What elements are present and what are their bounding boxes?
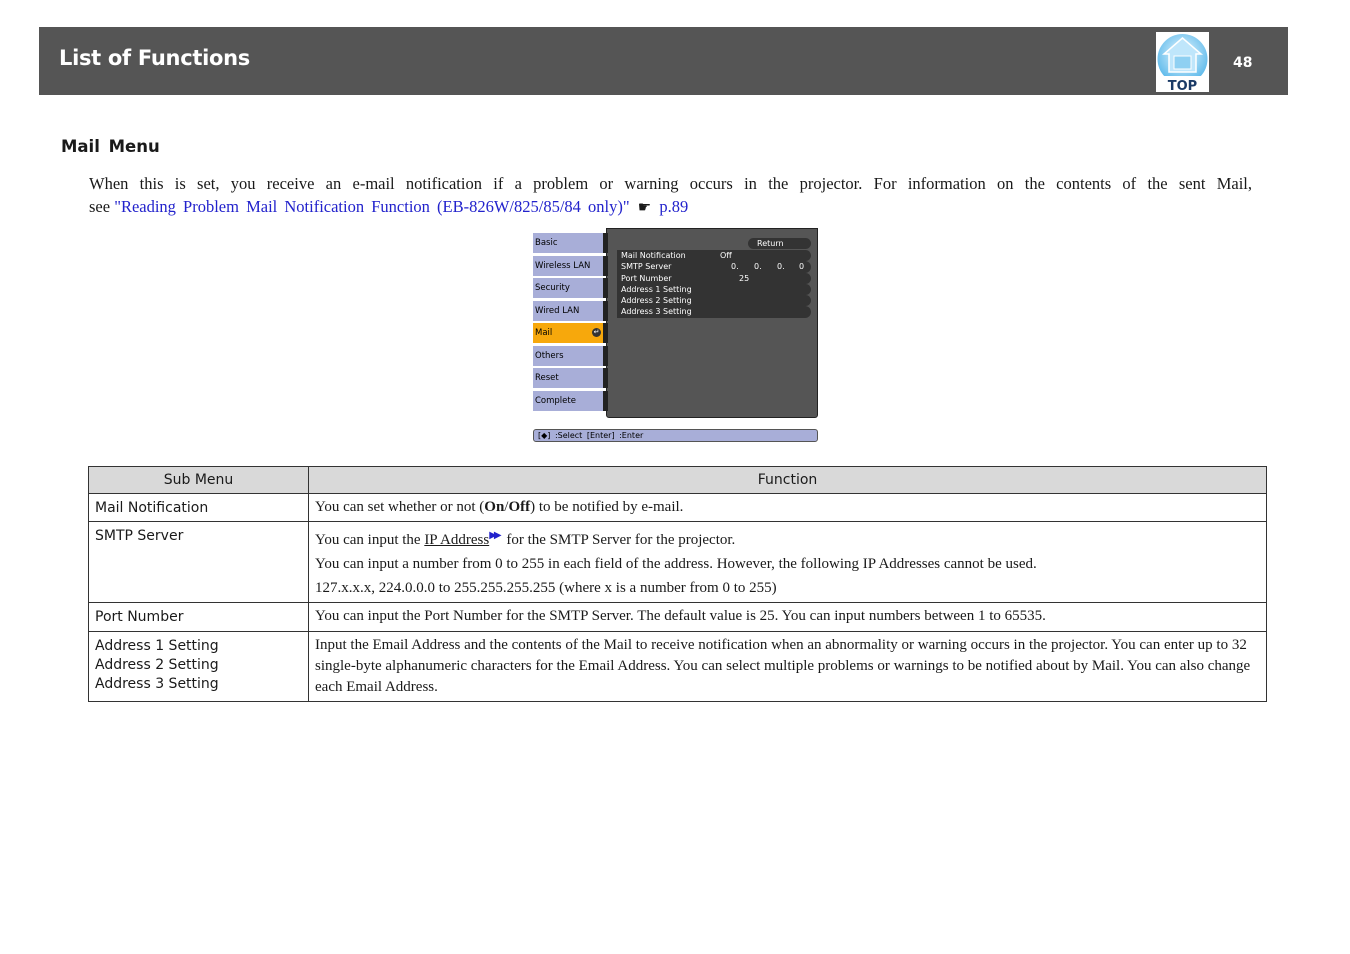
menu-item-wired-lan: Wired LAN [533, 301, 608, 321]
menu-item-basic: Basic [533, 233, 608, 253]
page-89-link[interactable]: p.89 [659, 197, 689, 216]
enter-icon: ↵ [593, 328, 600, 336]
menu-row-mail-notification: Mail Notification Off [617, 250, 811, 261]
return-button: Return [748, 238, 811, 249]
menu-row-address-2: Address 2 Setting [617, 295, 811, 306]
menu-row-address-1: Address 1 Setting [617, 284, 811, 295]
menu-item-reset: Reset [533, 368, 608, 388]
menu-item-security: Security [533, 278, 608, 298]
function-cell: You can input the Port Number for the SMTP Server. The default value is 25. You can input numbers between 1 to 65535. [309, 603, 1267, 632]
table-row [89, 494, 1267, 522]
menu-panel [606, 228, 818, 418]
table-row [89, 522, 1267, 603]
glossary-arrow-icon: ▶▶ [489, 530, 499, 541]
column-header-sub-menu: Sub Menu [89, 467, 309, 494]
top-button[interactable] [1156, 32, 1209, 92]
pointing-hand-icon: ☛ [637, 198, 652, 216]
intro-paragraph [89, 172, 1252, 219]
menu-row-smtp-server: SMTP Server 0. 0. 0. 0 [617, 261, 811, 272]
table-row [89, 632, 1267, 702]
function-cell: You can input the IP Address▶▶ for the SMTP Server for the projector. You can input a number from 0 to 255 in each field of the address. However, the following IP Addresses cannot be used. 127.x.x.x, 224.0.0.0 to 255.255.255.255 (where x is a number from 0 to 255) [309, 522, 1267, 603]
sub-menu-cell: Mail Notification [89, 494, 309, 522]
page-title: List of Functions [59, 46, 250, 70]
reading-problem-mail-link[interactable]: "Reading Problem Mail Notification Function (EB-826W/825/85/84 only)" [114, 197, 630, 216]
ip-address-link[interactable]: IP Address [424, 532, 490, 548]
menu-row-address-3: Address 3 Setting [617, 306, 811, 317]
page-header [39, 27, 1288, 95]
menu-item-wireless-lan: Wireless LAN [533, 256, 608, 276]
table-row [89, 603, 1267, 632]
menu-item-mail: Mail ↵ [533, 323, 608, 343]
home-icon [1156, 32, 1209, 92]
function-cell: Input the Email Address and the contents of the Mail to receive notification when an abnormality or warning occurs in the projector. You can enter up to 32 single-byte alphanumeric characters for the Email Address. You can select multiple problems or warnings to be notified about by Mail. You can also change each Email Address. [309, 632, 1267, 702]
table-header-row [89, 467, 1267, 494]
mail-menu-screenshot [533, 228, 818, 442]
menu-row-port-number: Port Number 25 [617, 273, 811, 284]
sub-menu-cell: Port Number [89, 603, 309, 632]
sub-menu-cell: SMTP Server [89, 522, 309, 603]
function-cell: You can set whether or not (On/Off) to be notified by e-mail. [309, 494, 1267, 522]
intro-text: When this is set, you receive an e-mail notification if a problem or warning occurs in the projector. For information on the contents of the sent Mail, [89, 174, 1252, 193]
functions-table [88, 466, 1267, 702]
menu-item-complete: Complete [533, 391, 608, 411]
column-header-function: Function [309, 467, 1267, 494]
sub-menu-cell: Address 1 Setting Address 2 Setting Address 3 Setting [89, 632, 309, 702]
page-number: 48 [1233, 55, 1253, 71]
menu-item-others: Others [533, 346, 608, 366]
menu-status-bar: [◆] :Select [Enter] :Enter [533, 429, 818, 442]
svg-text:TOP: TOP [1167, 79, 1198, 92]
intro-see: see [89, 197, 111, 216]
section-title: Mail Menu [61, 137, 160, 156]
